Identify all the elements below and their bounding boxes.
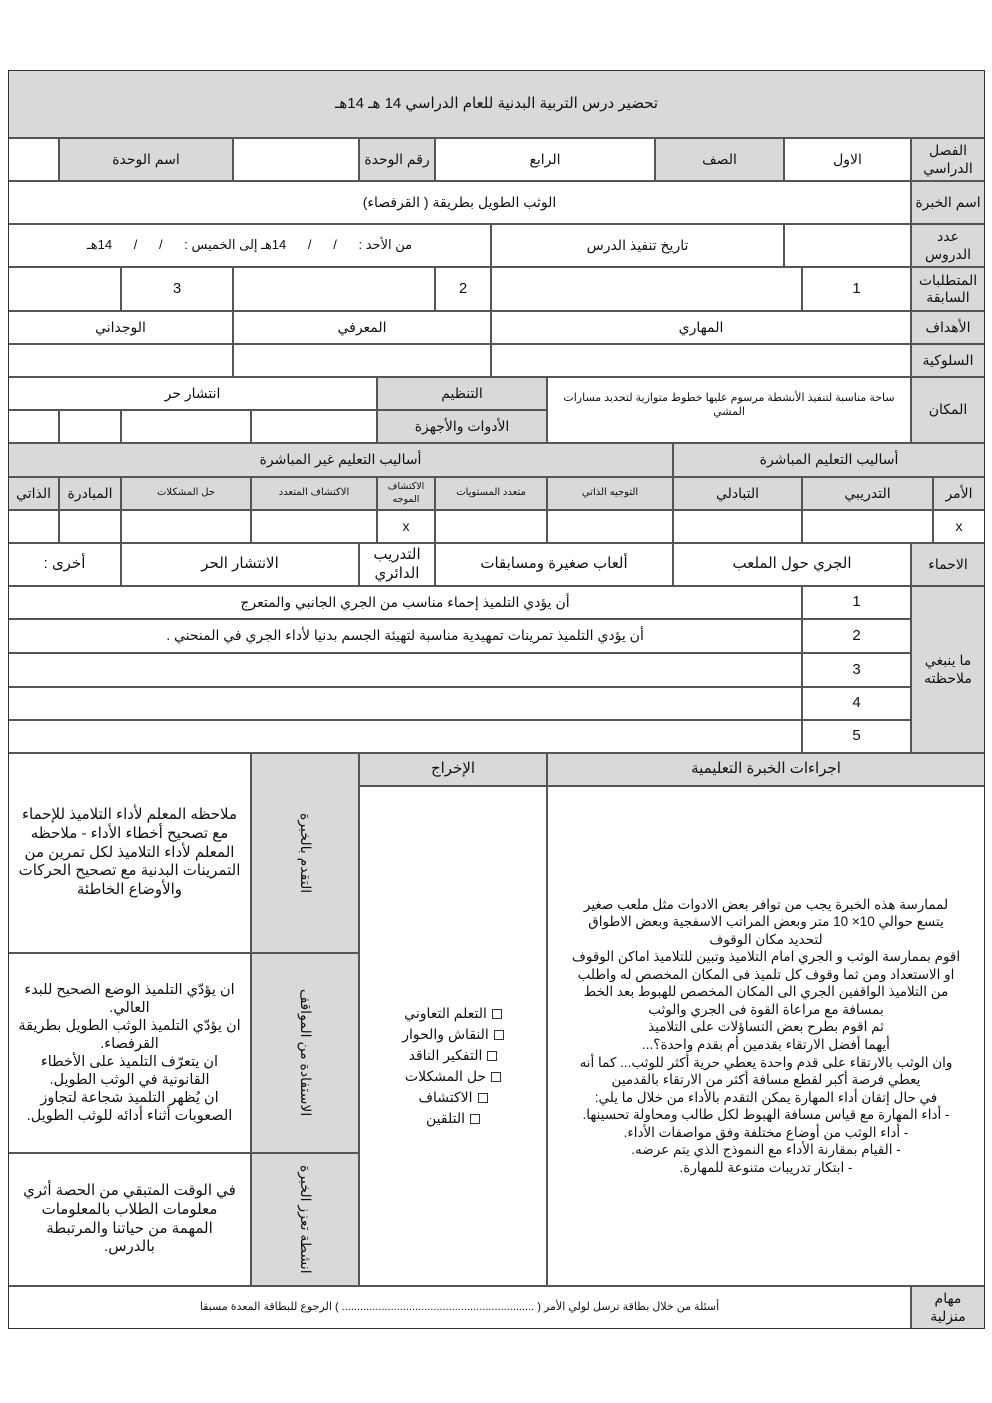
section-enrichment-label-text: انشطة تعزز الخبرة (297, 1165, 314, 1274)
observations-label: ما ينبغي ملاحظته (911, 586, 985, 753)
homework-text: أسئلة من خلال بطاقة ترسل لولي الأمر ( ............................................................... ) الرجوع للبطاقة المعدة مسبقا (8, 1286, 911, 1329)
style-command-mark[interactable]: x (933, 510, 985, 543)
unit-number-label: رقم الوحدة (359, 138, 435, 181)
lessons-count-label: عدد الدروس (911, 224, 985, 267)
checkbox-icon[interactable] (478, 1093, 488, 1103)
grade-value: الرابع (435, 138, 655, 181)
output-option-label: التعلم التعاوني (404, 1005, 487, 1021)
output-body (359, 786, 547, 1286)
lessons-count-value (784, 224, 911, 267)
unit-name-value (8, 138, 59, 181)
output-option[interactable] (402, 1087, 504, 1108)
style-problem-solving-mark[interactable] (121, 510, 251, 543)
objectives-label: الأهداف (911, 311, 985, 344)
objective-affective-value (8, 344, 233, 377)
organization-label: التنظيم (377, 377, 547, 410)
experience-value: الوثب الطويل بطريقة ( القرفصاء) (8, 181, 911, 224)
warmup-label: الاحماء (911, 543, 985, 586)
situation-line: ان يؤدّي التلميذ الوضع الصحيح للبدء العالي. (24, 981, 235, 1016)
style-problem-solving: حل المشكلات (121, 477, 251, 510)
observation-text: أن يؤدي التلميذ تمرينات تمهيدية مناسبة لتهيئة الجسم بدنيا لأداء الجري في المنحني . (8, 619, 802, 653)
procedure-line: - أداء المهارة مع قياس مسافة الهبوط لكل طالب ومحاولة تحسينها. (582, 1107, 950, 1123)
procedures-header: اجراءات الخبرة التعليمية (547, 753, 985, 786)
style-initiative: المبادرة (59, 477, 121, 510)
style-divergent-discovery-mark[interactable] (251, 510, 377, 543)
output-option[interactable] (402, 1003, 504, 1024)
equipment-cell-3 (59, 410, 121, 443)
observation-text (8, 653, 802, 687)
observation-text (8, 687, 802, 720)
procedure-line: يعطي فرصة أكبر لقطع مسافة أكثر من الارتقاء بالقدمين (611, 1072, 921, 1088)
output-option-label: التفكير الناقد (408, 1047, 483, 1063)
objective-cognitive-value (233, 344, 491, 377)
warmup-circuit: التدريب الدائري (359, 543, 435, 586)
semester-label: الفصل الدراسي (911, 138, 985, 181)
style-practice-mark[interactable] (802, 510, 933, 543)
style-guided-discovery-mark[interactable]: x (377, 510, 435, 543)
procedure-line: من التلاميذ الواقفين الجري الى المكان المخصص للهبوط بعد الخط (583, 984, 949, 1000)
section-progress-text: ملاحظه المعلم لأداء التلاميذ للإحماء مع تصحيح أخطاء الأداء - ملاحظه المعلم لأداء التلاميذ لكل تمرين من التمرينات البدنية مع تصحيح الحركات والأوضاع الخاطئة (8, 753, 251, 953)
warmup-other: أخرى : (8, 543, 121, 586)
situation-line: ان يُظهر التلميذ شجاعة لتجاوز الصعوبات أثناء أدائه للوثب الطويل. (26, 1090, 233, 1125)
output-option-label: الاكتشاف (418, 1089, 473, 1105)
procedure-line: في حال إتقان أداء المهارة يمكن التقدم بالأداء من خلال ما يلي: (594, 1089, 938, 1105)
section-progress-label-text: التقدم بالخبرة (297, 812, 314, 894)
output-option[interactable] (402, 1024, 504, 1045)
output-option[interactable] (402, 1066, 504, 1087)
situation-line: ان يتعرّف التلميذ على الأخطاء القانونية في الوثب الطويل. (40, 1054, 219, 1089)
procedure-line: - أداء الوثب من أوضاع مختلفة وفق مواصفات الأداء. (623, 1124, 909, 1140)
warmup-free-spread: الانتشار الحر (121, 543, 359, 586)
observation-number: 4 (802, 687, 911, 720)
style-self-check-mark[interactable] (547, 510, 673, 543)
warmup-running: الجري حول الملعب (673, 543, 911, 586)
prerequisite-1-number: 1 (802, 267, 911, 311)
style-practice: التدريبي (802, 477, 933, 510)
prerequisite-3-number: 3 (121, 267, 233, 311)
prerequisite-2-value (233, 267, 435, 311)
homework-label: مهام منزلية (911, 1286, 985, 1329)
procedure-line: يتسع حوالي 10× 10 متر وبعض المراتب الاسفجية وبعض الاطواق (588, 914, 944, 930)
checkbox-icon[interactable] (494, 1030, 504, 1040)
objective-skill-value (491, 344, 911, 377)
procedure-line: او الاستعداد ومن ثما وقوف كل تلميذ فى المكان المخصص له واطلب (577, 966, 955, 982)
indirect-styles-header: أساليب التعليم غير المباشرة (8, 443, 673, 477)
procedure-line: ثم اقوم بطرح بعض التساؤلات على التلاميذ (648, 1019, 884, 1035)
procedure-line: بمسافة مع مراعاة القوة فى الجري والوثب (648, 1001, 884, 1017)
checkbox-icon[interactable] (487, 1051, 497, 1061)
section-enrichment-label (251, 1153, 359, 1286)
observation-number: 5 (802, 720, 911, 753)
procedure-line: وان الوثب بالارتقاء على قدم واحدة يعطي حرية أكثر للوثب... كما أنه (579, 1054, 953, 1070)
style-self-teaching: الذاتي (8, 477, 59, 510)
direct-styles-header: أساليب التعليم المباشرة (673, 443, 985, 477)
output-option[interactable] (402, 1045, 504, 1066)
output-option-label: التلقين (426, 1110, 465, 1126)
style-divergent-discovery: الاكتشاف المتعدد (251, 477, 377, 510)
procedure-line: - القيام بمقارنة الأداء مع النموذج الذي يتم عرضه. (631, 1142, 901, 1158)
procedure-line: أيهما أفضل الارتقاء بقدمين أم بقدم واحدة؟... (642, 1037, 890, 1052)
checkbox-icon[interactable] (491, 1072, 501, 1082)
experience-label: اسم الخبرة (911, 181, 985, 224)
style-reciprocal-mark[interactable] (673, 510, 802, 543)
situation-line: ان يؤدّي التلميذ الوثب الطويل بطريقة القرفصاء. (18, 1017, 241, 1052)
procedures-body (547, 786, 985, 1286)
style-self-check: التوجيه الذاتي (547, 477, 673, 510)
grade-label: الصف (655, 138, 784, 181)
procedure-line: اقوم بممارسة الوثب و الجري امام التلاميذ وتبين للتلاميذ اماكن الوقوف (571, 949, 961, 965)
warmup-games: ألعاب صغيرة ومسابقات (435, 543, 673, 586)
observation-number: 2 (802, 619, 911, 653)
prerequisites-label: المتطلبات السابقة (911, 267, 985, 311)
observation-text (8, 720, 802, 753)
equipment-label: الأدوات والأجهزة (377, 410, 547, 443)
section-situations-label (251, 953, 359, 1153)
equipment-cell-2 (121, 410, 251, 443)
checkbox-icon[interactable] (492, 1009, 502, 1019)
style-command: الأمر (933, 477, 985, 510)
section-situations-label-text: الاستفادة من المواقف (297, 989, 314, 1117)
objective-affective: الوجداني (8, 311, 233, 344)
prerequisite-2-number: 2 (435, 267, 491, 311)
prerequisite-1-value (491, 267, 802, 311)
checkbox-icon[interactable] (470, 1114, 480, 1124)
style-inclusion: متعدد المستويات (435, 477, 547, 510)
style-guided-discovery: الاكتشاف الموجه (377, 477, 435, 510)
unit-name-label: اسم الوحدة (59, 138, 233, 181)
style-inclusion-mark[interactable] (435, 510, 547, 543)
procedure-line: لممارسة هذه الخبرة يجب من توافر بعض الادوات مثل ملعب صغير (583, 896, 949, 912)
page-title (8, 70, 985, 138)
observation-text: أن يؤدي التلميذ إحماء مناسب من الجري الجانبي والمتعرج (8, 586, 802, 619)
style-reciprocal: التبادلي (673, 477, 802, 510)
page-title-text: تحضير درس التربية البدنية للعام الدراسي 14 هـ 14هـ (334, 94, 659, 112)
output-header: الإخراج (359, 753, 547, 786)
style-self-teaching-mark[interactable] (8, 510, 59, 543)
procedure-line: - ابتكار تدريبات متنوعة للمهارة. (679, 1159, 853, 1175)
place-value: ساحة مناسبة لتنفيذ الأنشطة مرسوم عليها خطوط متوازية لتحديد مسارات المشي (547, 377, 911, 443)
section-progress-label (251, 753, 359, 953)
output-option[interactable] (402, 1108, 504, 1129)
objective-skill: المهاري (491, 311, 911, 344)
prerequisite-3-value (8, 267, 121, 311)
style-initiative-mark[interactable] (59, 510, 121, 543)
objective-cognitive: المعرفي (233, 311, 491, 344)
equipment-cell-4 (8, 410, 59, 443)
place-label: المكان (911, 377, 985, 443)
output-option-label: حل المشكلات (404, 1068, 487, 1084)
unit-number-value (233, 138, 359, 181)
output-option-label: النقاش والحوار (402, 1026, 489, 1042)
semester-value: الاول (784, 138, 911, 181)
lesson-date-value: من الأحد : / / 14هـ إلى الخميس : / / 14هـ (8, 224, 491, 267)
behavioral-label: السلوكية (911, 344, 985, 377)
observation-number: 3 (802, 653, 911, 687)
organization-value: انتشار حر (8, 377, 377, 410)
section-situations-text (8, 953, 251, 1153)
procedure-line: لتحديد مكان الوقوف (709, 931, 823, 947)
section-enrichment-text: في الوقت المتبقي من الحصة أثري معلومات الطلاب بالمعلومات المهمة من حياتنا والمرتبطة بالدرس. (8, 1153, 251, 1286)
lesson-date-label: تاريخ تنفيذ الدرس (491, 224, 784, 267)
equipment-cell-1 (251, 410, 377, 443)
observation-number: 1 (802, 586, 911, 619)
